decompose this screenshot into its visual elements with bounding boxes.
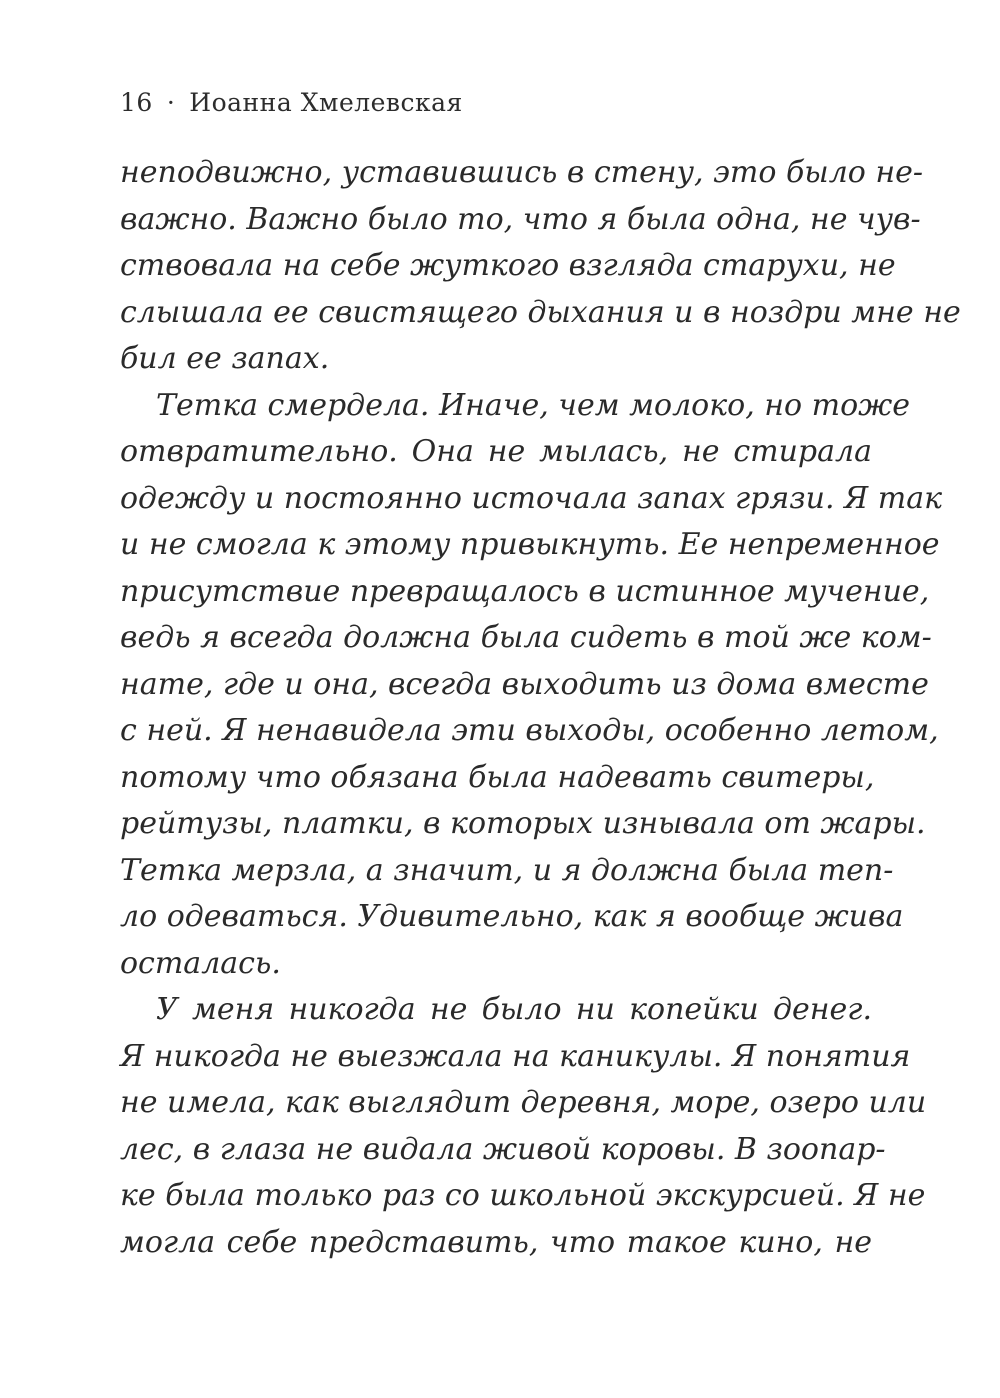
- text-line: неподвижно, уставившись в стену, это было не-: [120, 155, 924, 190]
- body-text: [120, 150, 961, 1266]
- text-line: не имела, как выглядит деревня, море, озеро или: [120, 1085, 927, 1120]
- header-separator: ·: [166, 88, 176, 117]
- text-line: Тетка смердела. Иначе, чем молоко, но тоже: [156, 387, 910, 423]
- paragraph: [120, 987, 927, 1266]
- text-line: Тетка мерзла, а значит, и я должна была теп-: [120, 852, 894, 888]
- text-line: с ней. Я ненавидела эти выходы, особенно летом,: [120, 713, 939, 748]
- text-line: рейтузы, платки, в которых изнывала от жары.: [120, 806, 926, 841]
- text-line: Я никогда не выезжала на каникулы. Я понятия: [120, 1038, 911, 1074]
- text-line: нате, где и она, всегда выходить из дома вместе: [120, 666, 929, 702]
- text-line: ствовала на себе жуткого взгляда старухи, не: [120, 248, 896, 283]
- text-line: слышала ее свистящего дыхания и в ноздри мне не: [120, 294, 961, 330]
- text-line: ло одеваться. Удивительно, как я вообще жива: [120, 899, 904, 934]
- text-line: присутствие превращалось в истинное мучение,: [120, 573, 930, 609]
- page-number: 16: [120, 88, 153, 117]
- paragraph: [120, 383, 943, 988]
- running-head: [120, 88, 463, 117]
- paragraph: [120, 150, 961, 383]
- text-line: отвратительно. Она не мылась, не стирала: [120, 434, 872, 469]
- text-line: ке была только раз со школьной экскурсией. Я не: [120, 1178, 926, 1213]
- author-name: Иоанна Хмелевская: [189, 88, 463, 117]
- text-line: важно. Важно было то, что я была одна, не чув-: [120, 201, 921, 237]
- text-line: потому что обязана была надевать свитеры,: [120, 759, 875, 795]
- text-line: могла себе представить, что такое кино, не: [120, 1224, 872, 1260]
- text-line: лес, в глаза не видала живой коровы. В зоопар-: [120, 1131, 886, 1167]
- text-line: одежду и постоянно источала запах грязи. Я так: [120, 480, 943, 516]
- text-line: У меня никогда не было ни копейки денег.: [156, 992, 872, 1027]
- text-line: и не смогла к этому привыкнуть. Ее непременное: [120, 527, 940, 562]
- text-line: бил ее запах.: [120, 341, 330, 376]
- text-line: осталась.: [120, 945, 281, 981]
- text-line: ведь я всегда должна была сидеть в той же ком-: [120, 620, 932, 655]
